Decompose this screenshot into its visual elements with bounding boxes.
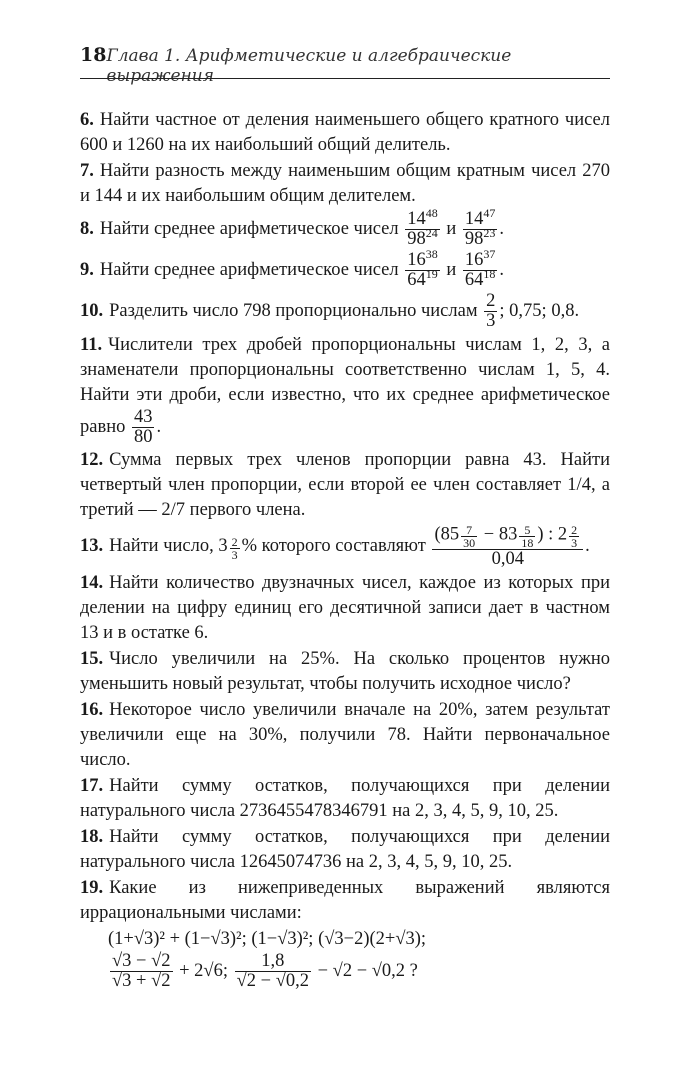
numerator: 2 (571, 523, 578, 538)
exponent: 37 (483, 246, 496, 261)
problem-text: Найти среднее арифметическое чисел (99, 260, 399, 281)
problem-13 (80, 524, 610, 569)
problem-7 (80, 159, 610, 209)
problem-number: 11. (80, 334, 103, 355)
problem-14 (80, 571, 610, 646)
problem-text: % которого составляют (241, 536, 426, 557)
problem-text: Числители трех дробей пропорциональны числам 1, 2, 3, а знаменатели пропорциональны соответственно числам 1, 5, 4. Найти эти дроби, если известно, что их среднее арифметическое равно (80, 334, 610, 437)
problem-text: Какие из нижеприведенных выражений являются иррациональными числами: (80, 877, 610, 923)
period: . (156, 416, 162, 437)
problem-text: Найти среднее арифметическое чисел (99, 219, 399, 240)
problem-number: 12. (80, 450, 104, 471)
fraction (405, 246, 440, 291)
problem-list (80, 108, 610, 992)
problem-18 (80, 825, 610, 875)
numerator: 43 (133, 406, 153, 427)
problem-number: 14. (80, 572, 104, 593)
problem-number: 10. (80, 300, 104, 321)
denominator: 64 (407, 270, 426, 291)
problem-number: 13. (80, 536, 104, 557)
problem-15 (80, 647, 610, 697)
exponent: 38 (425, 246, 438, 261)
fraction (484, 292, 497, 332)
problem-19 (80, 876, 610, 926)
denominator: 98 (464, 229, 484, 250)
fraction (110, 952, 173, 992)
expression-line-1: (1+√3)² + (1−√3)²; (1−√3)²; (√3−2)(2+√3); (108, 928, 427, 949)
problem-text-rest: ; 0,75; 0,8. (499, 300, 580, 321)
expr-part: − 83 (479, 524, 518, 545)
problem-number: 16. (80, 699, 104, 720)
exponent: 19 (425, 267, 438, 282)
fraction (405, 205, 440, 250)
exponent: 24 (425, 226, 438, 241)
numerator: 1,8 (261, 950, 285, 971)
problem-8 (80, 205, 610, 250)
problem-6 (80, 108, 610, 158)
fraction (463, 246, 498, 291)
numerator: 2 (231, 535, 238, 550)
conjunction: и (446, 260, 457, 281)
problem-text: Найти сумму остатков, получающихся при делении натурального числа 12645074736 на 2, 3, 4, 5, 9, 10, 25. (80, 826, 610, 872)
problem-text: Некоторое число увеличили вначале на 20%, затем результат увеличили еще на 30%, получили 78. Найти первоначальное число. (80, 699, 610, 770)
problem-text: Найти частное от деления наименьшего общего кратного чисел 600 и 1260 на их наибольший общий делитель. (80, 110, 610, 155)
numerator: 5 (524, 523, 531, 538)
problem-number: 7. (80, 161, 94, 181)
problem-number: 8. (80, 219, 94, 240)
problem-number: 19. (80, 877, 104, 898)
problem-9 (80, 246, 610, 291)
numerator: 2 (486, 290, 496, 311)
problem-12 (80, 448, 610, 523)
problem-text: Найти сумму остатков, получающихся при делении натурального числа 2736455478346791 на 2, 3, 4, 5, 9, 10, 25. (80, 775, 610, 821)
expr-part: + 2√6; (174, 960, 233, 981)
expr-part: ) : 2 (537, 524, 568, 545)
problem-11 (80, 333, 610, 448)
numerator: 7 (466, 523, 473, 538)
period: . (585, 536, 590, 557)
problem-number: 17. (80, 775, 104, 796)
problem-number: 6. (80, 110, 94, 130)
expr-part: (85 (434, 524, 460, 545)
denominator: 3 (571, 536, 578, 551)
compound-fraction (432, 524, 583, 569)
fraction (132, 408, 155, 448)
expr-part: − √2 − √0,2 ? (312, 960, 418, 981)
problem-10 (80, 292, 610, 332)
denominator: √2 − √0,2 (236, 971, 309, 992)
conjunction: и (446, 219, 457, 240)
denominator: 80 (133, 426, 153, 447)
problem-16 (80, 698, 610, 773)
header-rule (80, 78, 610, 79)
problem-text: Число увеличили на 25%. На сколько процентов нужно уменьшить новый результат, чтобы получить исходное число? (80, 648, 610, 694)
denominator: 30 (463, 536, 476, 551)
exponent: 47 (483, 205, 496, 220)
numerator: 16 (464, 249, 484, 270)
problem-17 (80, 774, 610, 824)
numerator: 16 (407, 249, 426, 270)
denominator: 64 (464, 270, 484, 291)
running-header (80, 44, 610, 86)
exponent: 48 (425, 205, 438, 220)
problem-text: Найти количество двузначных чисел, каждое из которых при делении на цифру единиц его десятичной записи дает в частном 13 и в остатке 6. (80, 572, 610, 643)
chapter-title: Глава 1. Арифметические и алгебраические выражения (106, 46, 512, 86)
fraction (230, 536, 240, 561)
numerator: 14 (464, 209, 484, 229)
denominator: 18 (521, 536, 534, 551)
problem-number: 9. (80, 260, 94, 281)
period: . (499, 219, 505, 240)
problem-text: Найти число, 3 (109, 536, 228, 557)
numerator: 14 (407, 209, 426, 229)
page-number: 18 (80, 44, 107, 66)
problem-text: Разделить число 798 пропорционально числам (109, 300, 478, 321)
denominator: √3 + √2 (112, 971, 171, 992)
period: . (499, 260, 505, 281)
numerator: √3 − √2 (112, 950, 171, 971)
denominator: 0,04 (432, 549, 583, 569)
expression-line-2 (80, 952, 610, 992)
exponent: 23 (483, 226, 496, 241)
problem-text: Найти разность между наименьшим общим кратным чисел 270 и 144 и их наибольшим общим делителем. (80, 161, 610, 206)
denominator: 3 (486, 311, 496, 332)
problem-number: 15. (80, 648, 104, 669)
denominator: 98 (407, 229, 426, 250)
problem-text: Сумма первых трех членов пропорции равна 43. Найти четвертый член пропорции, если второй ее член составляет 1/4, а третий — 2/7 первого члена. (80, 450, 610, 521)
exponent: 18 (483, 267, 496, 282)
fraction (463, 205, 498, 250)
problem-number: 18. (80, 826, 104, 847)
fraction (235, 952, 311, 992)
denominator: 3 (231, 548, 238, 563)
